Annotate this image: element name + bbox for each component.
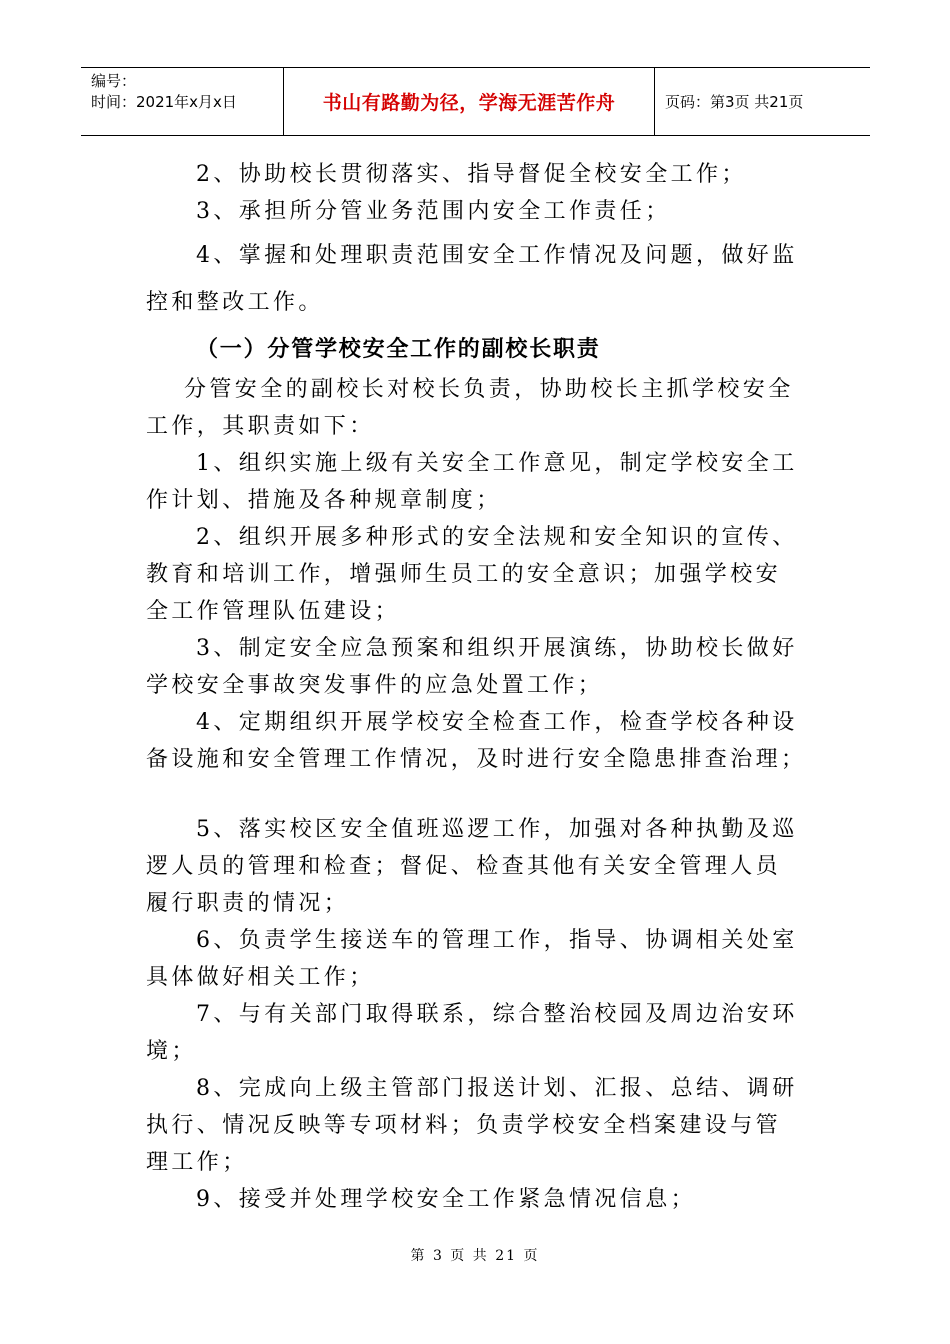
paragraph-line: 5、落实校区安全值班巡逻工作，加强对各种执勤及巡	[196, 817, 798, 842]
paragraph-line: 2、协助校长贯彻落实、指导督促全校安全工作；	[196, 162, 747, 187]
paragraph-line: 逻人员的管理和检查；督促、检查其他有关安全管理人员	[146, 854, 782, 879]
paragraph-line: 8、完成向上级主管部门报送计划、汇报、总结、调研	[196, 1076, 798, 1101]
paragraph-line: 备设施和安全管理工作情况，及时进行安全隐患排查治理；	[146, 747, 807, 772]
paragraph-line: 执行、情况反映等专项材料；负责学校安全档案建设与管	[146, 1113, 782, 1138]
header-meta	[81, 68, 283, 135]
paragraph-line: 全工作管理队伍建设；	[146, 599, 401, 624]
paragraph-line: 理工作；	[146, 1150, 248, 1175]
paragraph-line: 2、组织开展多种形式的安全法规和安全知识的宣传、	[196, 525, 798, 550]
paragraph-line: 工作，其职责如下：	[146, 414, 375, 439]
document-date-label: 时间：2021年x月x日	[91, 93, 237, 111]
header-page-label: 页码：第3页 共21页	[665, 93, 804, 111]
paragraph-line: 3、制定安全应急预案和组织开展演练，协助校长做好	[196, 636, 798, 661]
document-number-label: 编号：	[91, 72, 137, 90]
paragraph-line: 1、组织实施上级有关安全工作意见，制定学校安全工	[196, 451, 798, 476]
paragraph-line: 9、接受并处理学校安全工作紧急情况信息；	[196, 1187, 696, 1212]
header-motto: 书山有路勤为径，学海无涯苦作舟	[283, 68, 655, 135]
paragraph-line: 教育和培训工作，增强师生员工的安全意识；加强学校安	[146, 562, 782, 587]
paragraph-line: 4、定期组织开展学校安全检查工作，检查学校各种设	[196, 710, 798, 735]
page-header	[81, 67, 870, 136]
paragraph-line: 分管安全的副校长对校长负责，协助校长主抓学校安全	[184, 377, 794, 402]
document-body	[146, 156, 806, 1218]
paragraph-line: 学校安全事故突发事件的应急处置工作；	[146, 673, 604, 698]
paragraph-line: 具体做好相关工作；	[146, 965, 375, 990]
paragraph-line: 作计划、措施及各种规章制度；	[146, 488, 502, 513]
paragraph-line: 境；	[146, 1039, 197, 1064]
paragraph-line: 4、掌握和处理职责范围安全工作情况及问题，做好监	[196, 243, 798, 268]
paragraph-line: 7、与有关部门取得联系，综合整治校园及周边治安环	[196, 1002, 798, 1027]
section-heading: （一）分管学校安全工作的副校长职责	[196, 337, 601, 362]
paragraph-line: 控和整改工作。	[146, 290, 324, 315]
paragraph-line: 6、负责学生接送车的管理工作，指导、协调相关处室	[196, 928, 798, 953]
paragraph-line: 3、承担所分管业务范围内安全工作责任；	[196, 199, 671, 224]
page-footer: 第 3 页 共 21 页	[410, 1248, 540, 1264]
paragraph-line: 履行职责的情况；	[146, 891, 350, 916]
